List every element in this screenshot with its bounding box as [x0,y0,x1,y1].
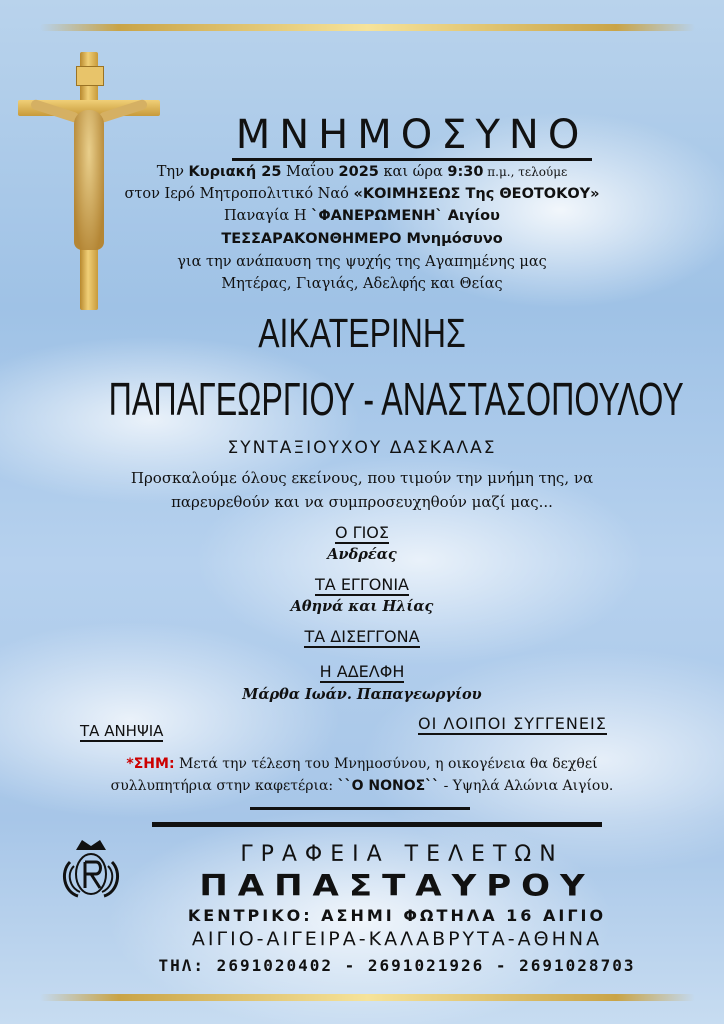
grandchildren-names: Αθηνά και Ηλίας [290,598,434,615]
funeral-office-label: ΓΡΑΦΕΙΑ ΤΕΛΕΤΩΝ [240,842,564,867]
intro-line-3: Παναγία Η `ΦΑΝΕΡΩΜΕΝΗ` Αιγίου [224,208,500,224]
deceased-surname: ΠΑΠΑΓΕΩΡΓΙΟΥ - ΑΝΑΣΤΑΣΟΠΟΥΛΟΥ [108,373,684,425]
sister-name: Μάρθα Ιωάν. Παπαγεωργίου [242,686,482,703]
funeral-office-address: ΚΕΝΤΡΙΚΟ: ΑΣΗΜΙ ΦΩΤΗΛΑ 16 ΑΙΓΙΟ [187,906,607,925]
nephews-label: ΤΑ ΑΝΗΨΙΑ [80,722,164,740]
sister-label: Η ΑΔΕΛΦΗ [319,662,405,681]
crucifix-icon [14,52,164,312]
intro-line-1: Την Κυριακή 25 Μαΐου 2025 και ώρα 9:30 π.μ., τελούμε [156,164,568,180]
intro-line-6: Μητέρας, Γιαγιάς, Αδελφής και Θείας [221,276,503,292]
page-title: ΜΝΗΜΟΣΥΝΟ [0,112,724,158]
invitation-line-2: παρευρεθούν και να συμπροσευχηθούν μαζί μας... [171,493,553,511]
deceased-first-name: ΑΙΚΑΤΕΡΙΝΗΣ [258,310,466,356]
gold-divider-top [40,24,695,31]
son-name: Ανδρέας [327,546,397,563]
funeral-office-locations: ΑΙΓΙΟ-ΑΙΓΕΙΡΑ-ΚΑΛΑΒΡΥΤΑ-ΑΘΗΝΑ [191,928,603,950]
funeral-office-name: ΠΑΠΑΣΤΑΥΡΟΥ [199,869,595,903]
note-line-2: συλλυπητήρια στην καφετέρια: ``Ο ΝΟΝΟΣ`` - Υψηλά Αλώνια Αιγίου. [110,778,614,794]
intro-line-4: ΤΕΣΣΑΡΑΚΟΝΘΗΜΕΡΟ Μνημόσυνο [221,231,503,247]
divider-short [250,807,470,810]
intro-line-5: για την ανάπαυση της ψυχής της Αγαπημένης μας [177,254,547,270]
note-line-1: *ΣΗΜ: Μετά την τέλεση του Μνημοσύνου, η οικογένεια θα δεχθεί [126,756,598,772]
intro-line-2: στον Ιερό Μητροπολιτικό Ναό «ΚΟΙΜΗΣΕΩΣ Της ΘΕΟΤΟΚΟΥ» [124,186,600,202]
deceased-profession: ΣΥΝΤΑΞΙΟΥΧΟΥ ΔΑΣΚΑΛΑΣ [227,438,497,458]
relatives-label: ΟΙ ΛΟΙΠΟΙ ΣΥΓΓΕΝΕΙΣ [418,714,607,733]
son-label: Ο ΓΙΟΣ [334,523,389,542]
funeral-office-phones: ΤΗΛ: 2691020402 - 2691021926 - 2691028703 [158,956,636,975]
gold-divider-bottom [40,994,695,1001]
divider-long [152,822,602,827]
invitation-line-1: Προσκαλούμε όλους εκείνους, που τιμούν την μνήμη της, να [130,469,594,487]
grandchildren-label: ΤΑ ΕΓΓΟΝΙΑ [315,575,409,594]
great-grandchildren-label: ΤΑ ΔΙΣΕΓΓΟΝΑ [304,627,420,646]
